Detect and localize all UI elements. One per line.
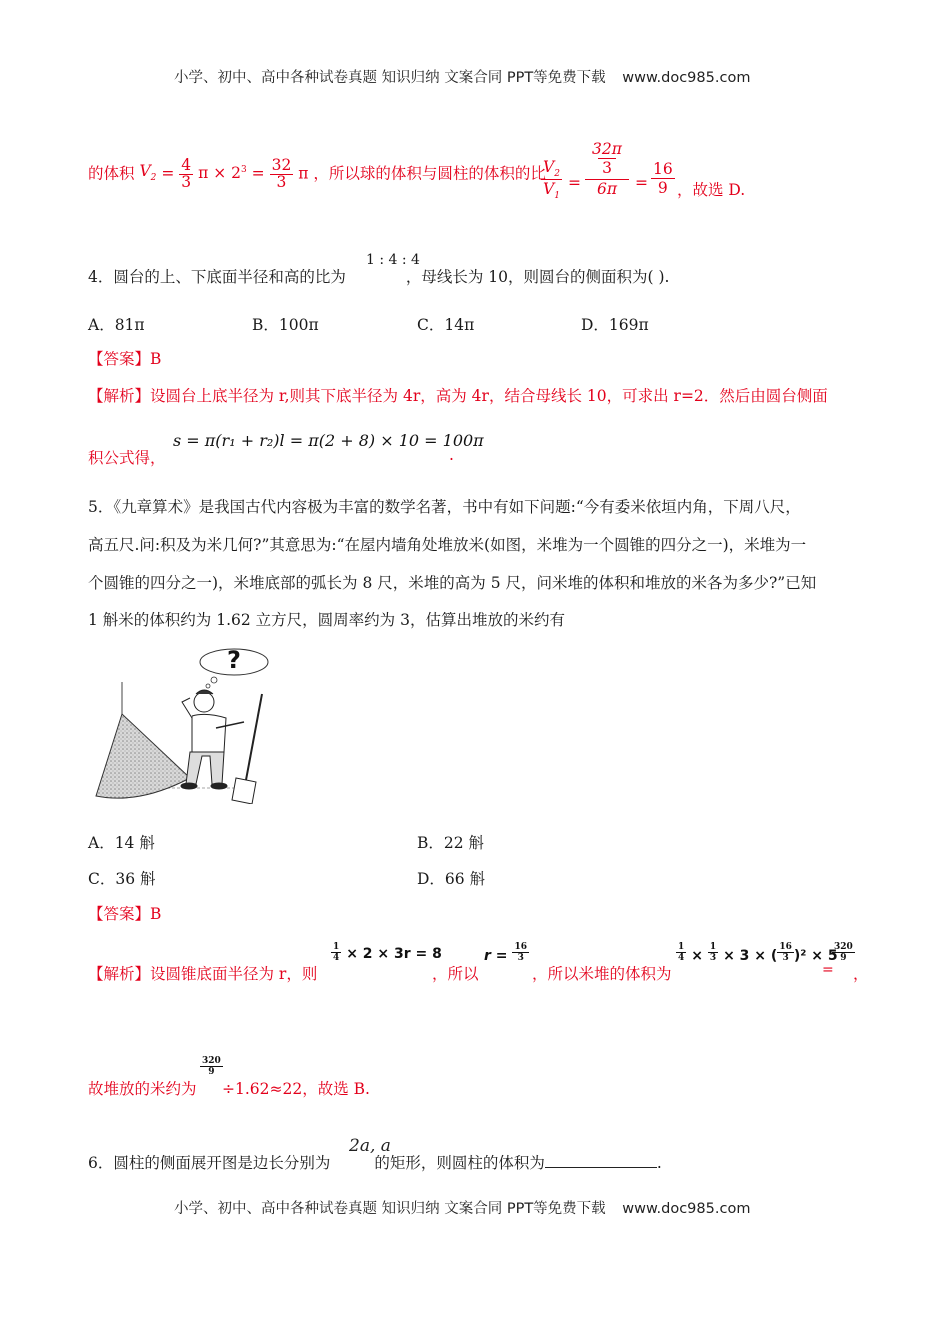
q6-sides: 2a, a xyxy=(349,1136,391,1156)
header-url[interactable]: www.doc985.com xyxy=(622,70,751,86)
q5-line4: 1 斛米的体积约为 1.62 立方尺，圆周率约为 3，估算出堆放的米约有 xyxy=(88,611,565,629)
q5-line1: 5．《九章算术》是我国古代内容极为丰富的数学名著，书中有如下问题:“今有委米依垣内角，下周八尺， xyxy=(88,498,801,516)
q4-analysis-line2: 积公式得， xyxy=(88,449,166,467)
q5-final-frac: $\frac{320}{9}$ xyxy=(202,1056,221,1077)
q5-mid2: ，所以米堆的体积为 xyxy=(532,965,672,983)
q3-compound-frac: 32π 3 6π xyxy=(585,140,629,198)
q5-eq3: $\frac{1}{4}$ × $\frac{1}{3}$ × 3 × ( $\frac{16}{3}$ )² × 5 xyxy=(678,942,838,964)
q4-ratio: 1 : 4 : 4 xyxy=(366,252,420,268)
q3-prefix: 的体积 xyxy=(88,164,135,183)
q3-pi: π xyxy=(298,164,309,183)
q5-option-d[interactable]: D．66 斛 xyxy=(417,870,486,888)
q4-option-d[interactable]: D．169π xyxy=(581,316,649,334)
q5-line2: 高五尺.问:积及为米几何?”其意思为:“在屋内墙角处堆放米(如图，米堆为一个圆锥的四分之一)，米堆为一 xyxy=(88,536,807,554)
q3-pi-times: $\pi \times 2^3$ xyxy=(198,164,247,183)
q4-end: . xyxy=(449,446,454,464)
q4-analysis-line1: 【解析】设圆台上底半径为 r,则其下底半径为 4r，高为 4r，结合母线长 10，可求出 r=2．然后由圆台侧面 xyxy=(88,387,828,405)
q4-option-b[interactable]: B．100π xyxy=(252,316,319,334)
q5-option-b[interactable]: B．22 斛 xyxy=(417,834,485,852)
farmer-icon xyxy=(181,690,262,804)
q6-stem: 6．圆柱的侧面展开图是边长分别为 的矩形，则圆柱的体积为 . xyxy=(88,1154,662,1172)
q5-option-c[interactable]: C．36 斛 xyxy=(88,870,156,888)
q5-analysis-start: 【解析】设圆锥底面半径为 r，则 xyxy=(88,965,318,983)
q5-final-a: 故堆放的米约为 xyxy=(88,1080,197,1098)
q5-line3: 个圆锥的四分之一)，米堆底部的弧长为 8 尺，米堆的高为 5 尺，问米堆的体积和堆放的米各为多少?”已知 xyxy=(88,574,817,592)
q5-answer: 【答案】B xyxy=(88,905,162,923)
q5-eq3-equals: = xyxy=(822,962,834,978)
q4-option-c[interactable]: C．14π xyxy=(417,316,475,334)
q3-conclusion: 的体积 $V_2$ = $\frac{4}{3}$ $\pi \times 2^3$ = $\frac{32}{3}$ π ，所以球的体积与圆柱的体积的比 xyxy=(88,156,546,191)
q3-suffix: ，故选 D. xyxy=(677,181,746,199)
q5-final-b: ÷1.62≈22，故选 B. xyxy=(222,1080,370,1098)
q6-answer-blank[interactable] xyxy=(545,1153,657,1168)
q4-formula: s = π(r₁ + r₂)l = π(2 + 8) × 10 = 100π xyxy=(173,431,484,450)
svg-text:?: ? xyxy=(227,646,241,674)
q3-v2-over-v1: $\frac{V_2}{V_1}$ xyxy=(543,158,560,202)
q3-middle: ，所以球的体积与圆柱的体积的比 xyxy=(313,164,546,183)
q5-eq2: r = $\frac{16}{3}$ xyxy=(484,942,527,964)
q3-frac-16-9: $\frac{16}{9}$ xyxy=(653,160,673,197)
page-header xyxy=(174,66,750,87)
thought-cloud-icon xyxy=(200,646,268,688)
footer-url[interactable]: www.doc985.com xyxy=(622,1201,751,1217)
q3-frac-4-3: $\frac{4}{3}$ xyxy=(181,156,192,191)
rice-pile-illustration xyxy=(86,632,276,804)
footer-text: 小学、初中、高中各种试卷真题 知识归纳 文案合同 PPT等免费下载 xyxy=(174,1201,606,1217)
header-text: 小学、初中、高中各种试卷真题 知识归纳 文案合同 PPT等免费下载 xyxy=(174,70,606,86)
q5-eq3-comma: ， xyxy=(853,965,869,983)
q5-mid1: ，所以 xyxy=(432,965,479,983)
q4-stem: 4．圆台的上、下底面半径和高的比为 ，母线长为 10，则圆台的侧面积为( ). xyxy=(88,268,670,286)
q3-frac-32-3: $\frac{32}{3}$ xyxy=(271,156,292,191)
q5-eq3-result: $\frac{320}{9}$ xyxy=(834,942,853,963)
q4-option-a[interactable]: A．81π xyxy=(88,316,145,334)
q3-v2: $V_2$ xyxy=(139,162,157,184)
q5-option-a[interactable]: A．14 斛 xyxy=(88,834,155,852)
q5-eq1: $\frac{1}{4}$ × 2 × 3r = 8 xyxy=(333,942,442,963)
page-footer xyxy=(174,1197,750,1218)
rice-cone-icon xyxy=(96,714,190,798)
q4-answer: 【答案】B xyxy=(88,350,162,368)
